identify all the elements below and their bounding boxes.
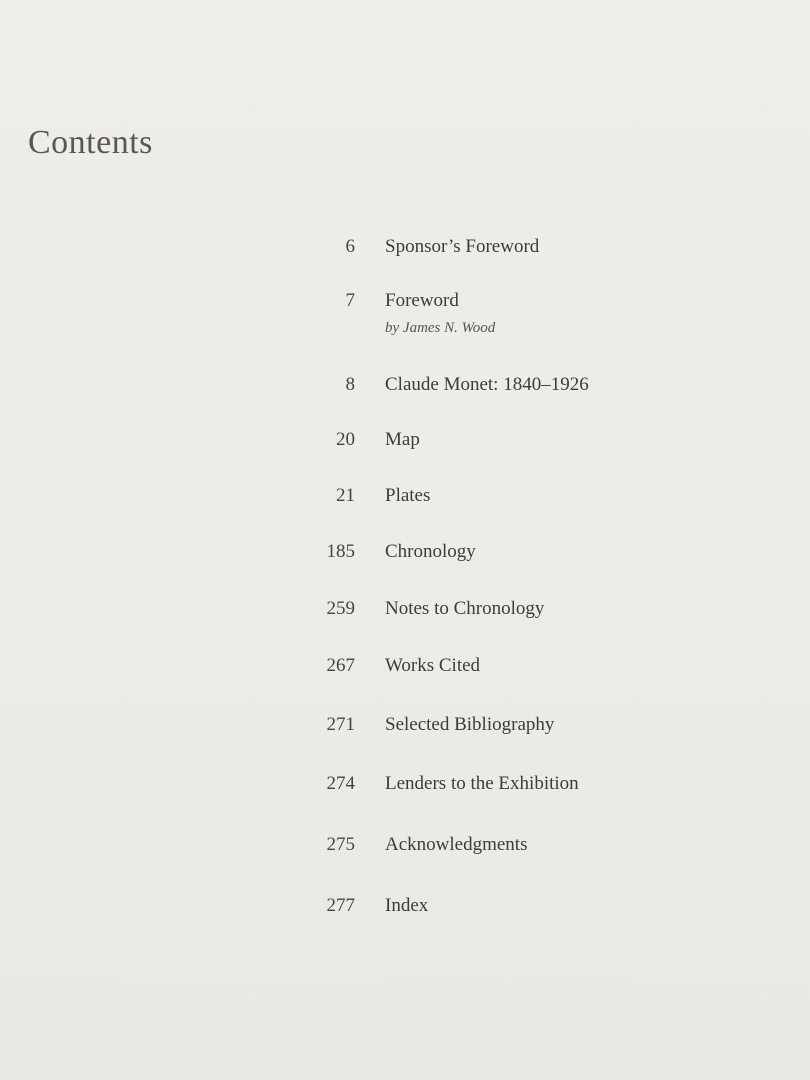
toc-entry-sponsors-foreword bbox=[0, 236, 810, 276]
toc-entry-label: Lenders to the Exhibition bbox=[385, 773, 579, 794]
toc-entry-label: Works Cited bbox=[385, 655, 481, 676]
toc-entry-lenders bbox=[0, 773, 810, 813]
toc-entry-label: Plates bbox=[385, 485, 431, 506]
toc-page-number: 20 bbox=[336, 429, 355, 450]
toc-page-number: 267 bbox=[326, 655, 355, 676]
toc-entry-label: Selected Bibliography bbox=[385, 714, 555, 735]
toc-entry-author: by James N. Wood bbox=[385, 320, 496, 336]
toc-entry-works-cited bbox=[0, 655, 810, 695]
toc-page-number: 6 bbox=[345, 236, 355, 257]
toc-entry-index bbox=[0, 895, 810, 935]
toc-page-number: 185 bbox=[326, 541, 355, 562]
toc-entry-acknowledgments bbox=[0, 834, 810, 874]
toc-entry-label: Chronology bbox=[385, 541, 476, 562]
toc-page-number: 8 bbox=[345, 374, 355, 395]
toc-page-number: 274 bbox=[326, 773, 355, 794]
toc-entry-label: Notes to Chronology bbox=[385, 598, 545, 619]
toc-entry-label: Foreword bbox=[385, 290, 459, 311]
toc-entry-claude-monet bbox=[0, 374, 810, 414]
toc-page-number: 259 bbox=[326, 598, 355, 619]
toc-entry-plates bbox=[0, 485, 810, 525]
toc-entry-label: Map bbox=[385, 429, 420, 450]
toc-entry-chronology bbox=[0, 541, 810, 581]
page-title: Contents bbox=[28, 124, 153, 161]
toc-entry-label: Index bbox=[385, 895, 429, 916]
toc-entry-foreword bbox=[0, 290, 810, 336]
toc-entry-label: Acknowledgments bbox=[385, 834, 528, 855]
toc-page-number: 277 bbox=[326, 895, 355, 916]
toc-page-number: 275 bbox=[326, 834, 355, 855]
toc-entry-selected-bibliography bbox=[0, 714, 810, 754]
toc-entry-notes-to-chronology bbox=[0, 598, 810, 638]
toc-page-number: 271 bbox=[326, 714, 355, 735]
toc-entry-map bbox=[0, 429, 810, 469]
toc-entry-label: Sponsor’s Foreword bbox=[385, 236, 540, 257]
toc-entry-label: Claude Monet: 1840–1926 bbox=[385, 374, 589, 395]
toc-page-number: 21 bbox=[336, 485, 355, 506]
toc-page-number: 7 bbox=[345, 290, 355, 311]
